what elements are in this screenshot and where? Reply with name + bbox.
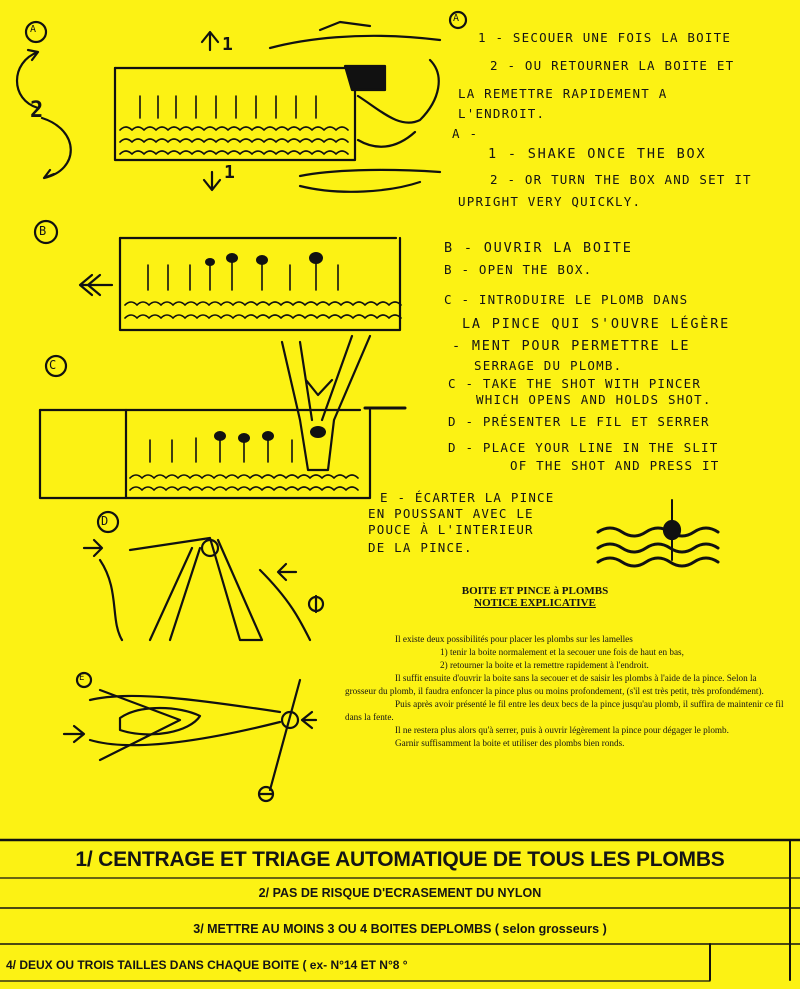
b-en-line: B - OPEN THE BOX. (444, 262, 593, 277)
notice-title-line-2: NOTICE EXPLICATIVE (474, 597, 596, 609)
notice-paragraph-2: 1) tenir la boite normalement et la secouer une fois de haut en bas, (440, 647, 684, 657)
a-fr-line-4: L'ENDROIT. (458, 106, 546, 121)
notice-title (390, 585, 680, 609)
a-en-line-3: UPRIGHT VERY QUICKLY. (458, 194, 642, 209)
arrow-up-number: 1 (222, 34, 235, 55)
box-diagram-c (40, 336, 405, 498)
rotate-number: 2 (30, 98, 45, 123)
c-en-line-1: C - TAKE THE SHOT WITH PINCER (448, 376, 702, 391)
e-fr-line-4: DE LA PINCE. (368, 540, 473, 555)
marker-a-label-right: A (453, 13, 461, 24)
notice-title-line-1: BOITE ET PINCE à PLOMBS (461, 585, 609, 597)
feature-line-4: 4/ DEUX OU TROIS TAILLES DANS CHAQUE BOITE ( ex- N°14 ET N°8 ° (6, 958, 408, 972)
pincer-diagram-e (64, 680, 316, 801)
marker-e-label: E (79, 673, 86, 683)
e-fr-line-1: E - ÉCARTER LA PINCE (380, 490, 555, 505)
notice-paragraph-7: Garnir suffisamment la boite et utiliser des plombs bien ronds. (395, 738, 625, 748)
line-shot-diagram (598, 500, 718, 566)
notice-paragraph-3: 2) retourner la boite et la remettre rapidement à l'endroit. (440, 660, 649, 670)
notice-body (345, 633, 785, 750)
arrow-down-number: 1 (224, 162, 237, 183)
a-en-label: A - (452, 126, 479, 141)
box-diagram-a (115, 22, 440, 192)
marker-b-label: B (39, 224, 48, 238)
arrow-up-icon (202, 32, 218, 50)
feature-line-2: 2/ PAS DE RISQUE D'ECRASEMENT DU NYLON (258, 886, 542, 900)
arrow-left-icon (80, 275, 112, 295)
notice-paragraph-5: Puis après avoir présenté le fil entre les deux becs de la pince jusqu'au plomb, il suffira de maintenir ce fil dans la fente. (345, 699, 784, 722)
notice-paragraph-1: Il existe deux possibilités pour placer les plombs sur les lamelles (395, 634, 633, 644)
marker-c-label: C (49, 358, 58, 372)
c-fr-line-2: LA PINCE QUI S'OUVRE LÉGÈRE (462, 316, 731, 332)
notice-paragraph-4: Il suffit ensuite d'ouvrir la boite sans la secouer et de saisir les plombs à l'aide de la pince. Selon la grosseur du plomb, il faudra enfoncer la pince plus ou moins profondement, (s'il est très petit, très profondément). (345, 673, 764, 696)
feature-line-3: 3/ METTRE AU MOINS 3 OU 4 BOITES DEPLOMBS ( selon grosseurs ) (193, 922, 607, 936)
pincer-diagram-d (84, 538, 323, 640)
a-fr-line-3: LA REMETTRE RAPIDEMENT A (458, 86, 668, 101)
c-fr-line-4: SERRAGE DU PLOMB. (474, 358, 623, 373)
d-en-line-1: D - PLACE YOUR LINE IN THE SLIT (448, 440, 719, 455)
a-fr-line-2: 2 - OU RETOURNER LA BOITE ET (490, 58, 735, 73)
feature-line-1: 1/ CENTRAGE ET TRIAGE AUTOMATIQUE DE TOUS LES PLOMBS (75, 848, 725, 871)
marker-a-label: A (30, 24, 38, 35)
b-fr-line: B - OUVRIR LA BOITE (444, 240, 633, 256)
a-fr-line-1: 1 - SECOUER UNE FOIS LA BOITE (478, 30, 732, 45)
notice-paragraph-6: Il ne restera plus alors qu'à serrer, puis à ouvrir légèrement la pince pour dégager le plomb. (395, 725, 729, 735)
e-fr-line-3: POUCE À L'INTERIEUR (368, 522, 534, 537)
a-en-line-2: 2 - OR TURN THE BOX AND SET IT (490, 172, 752, 187)
a-en-line-1: 1 - SHAKE ONCE THE BOX (488, 146, 707, 162)
box-diagram-b (120, 238, 401, 330)
arrow-down-icon (204, 172, 220, 190)
marker-d-label: D (101, 514, 110, 528)
e-fr-line-2: EN POUSSANT AVEC LE (368, 506, 534, 521)
c-fr-line-1: C - INTRODUIRE LE PLOMB DANS (444, 292, 689, 307)
d-en-line-2: OF THE SHOT AND PRESS IT (510, 458, 720, 473)
c-fr-line-3: - MENT POUR PERMETTRE LE (452, 338, 691, 354)
c-en-line-2: WHICH OPENS AND HOLDS SHOT. (476, 392, 712, 407)
d-fr-line: D - PRÉSENTER LE FIL ET SERRER (448, 414, 710, 429)
